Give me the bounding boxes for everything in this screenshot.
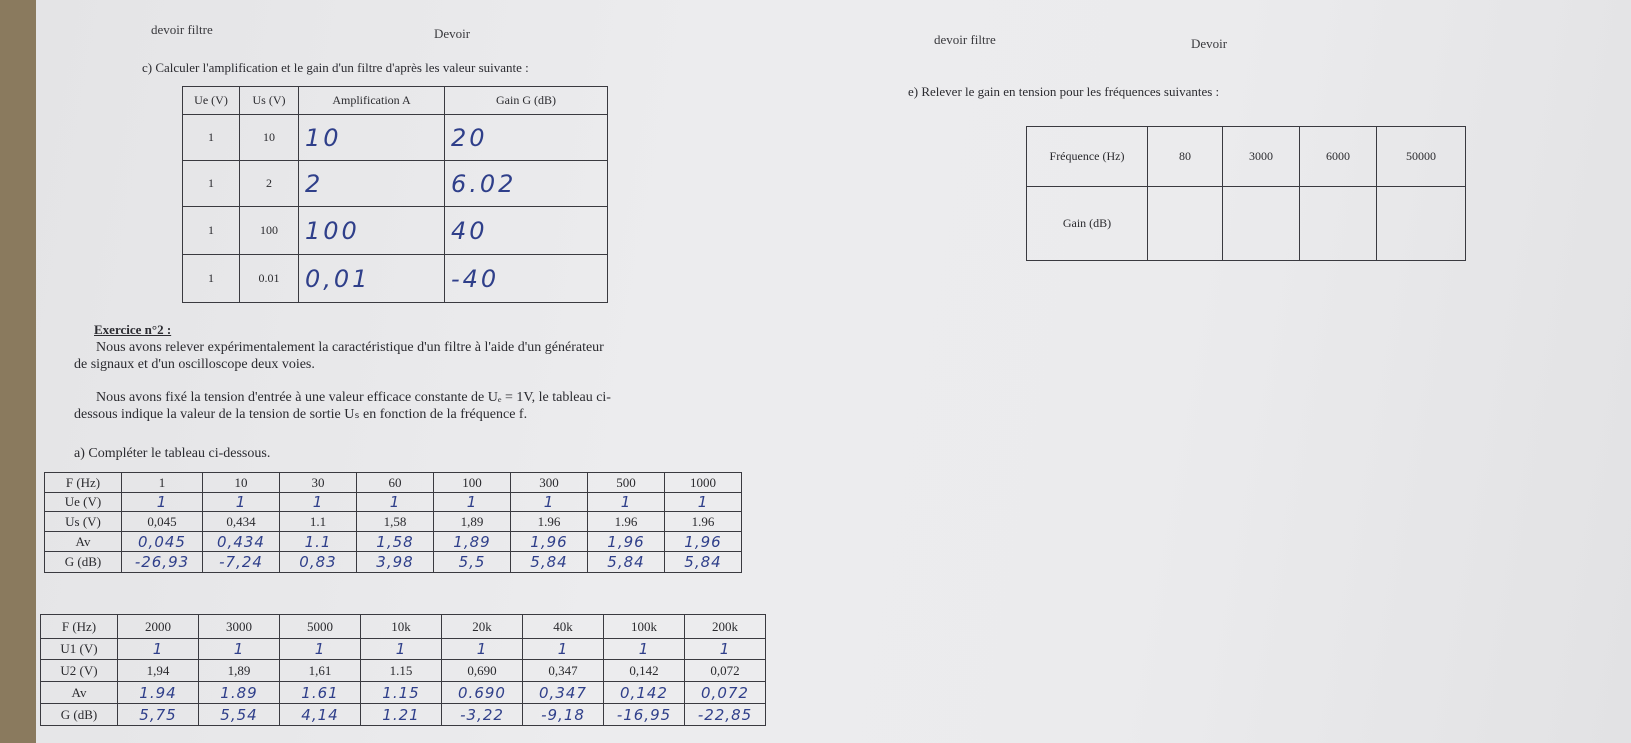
handwritten-value: 5,84 [530, 553, 568, 571]
cell-u2: 0,072 [685, 660, 766, 682]
handwritten-value: 10 [305, 123, 342, 152]
cell-av [442, 682, 523, 704]
table-row [45, 473, 742, 493]
handwritten-value: 5,5 [458, 553, 486, 571]
cell-ue [203, 493, 280, 512]
cell-av [203, 532, 280, 552]
cell-amplification [299, 161, 445, 207]
cell-us: 1.96 [511, 512, 588, 532]
cell-frequency: 50000 [1377, 127, 1466, 187]
cell-ue [665, 493, 742, 512]
exercise-paragraph: Nous avons fixé la tension d'entrée à une valeur efficace constante de Uₑ = 1V, le tableau ci- [96, 390, 611, 405]
cell-f: 30 [280, 473, 357, 493]
cell-g [361, 704, 442, 726]
handwritten-value: 1 [638, 640, 650, 658]
cell-av [122, 532, 203, 552]
table-row [183, 161, 608, 207]
cell-f: 10k [361, 615, 442, 639]
handwritten-value: 5,75 [139, 705, 177, 724]
handwritten-value: 1 [314, 640, 326, 658]
cell-av [665, 532, 742, 552]
handwritten-value: 1,96 [607, 532, 645, 551]
cell-g [442, 704, 523, 726]
handwritten-value: 1 [557, 640, 569, 658]
cell-f: 2000 [118, 615, 199, 639]
cell-us: 0.01 [240, 255, 299, 303]
col-header-ue: Ue (V) [183, 87, 240, 115]
cell-g [203, 552, 280, 573]
cell-us: 0,045 [122, 512, 203, 532]
handwritten-value: -3,22 [460, 705, 504, 724]
handwritten-value: -22,85 [697, 705, 753, 724]
cell-av [434, 532, 511, 552]
cell-frequency: 3000 [1223, 127, 1300, 187]
header-left-subject: Devoir [434, 26, 471, 41]
cell-ue: 1 [183, 161, 240, 207]
cell-av [604, 682, 685, 704]
handwritten-value: 1.21 [382, 705, 420, 724]
col-header-amplification: Amplification A [299, 87, 445, 115]
handwritten-value: 1,96 [684, 532, 722, 551]
cell-ue [434, 493, 511, 512]
cell-f: 5000 [280, 615, 361, 639]
cell-f: 500 [588, 473, 665, 493]
cell-g [685, 704, 766, 726]
row-label: F (Hz) [45, 473, 122, 493]
header-right-subject: Devoir [1191, 36, 1228, 51]
table-row [45, 532, 742, 552]
row-label: Av [41, 682, 118, 704]
row-label: U1 (V) [41, 639, 118, 660]
handwritten-value: 1 [235, 493, 247, 511]
table-header-row [183, 87, 608, 115]
cell-us: 1.96 [665, 512, 742, 532]
cell-g [280, 704, 361, 726]
cell-ue: 1 [183, 207, 240, 255]
cell-f: 1 [122, 473, 203, 493]
cell-ue: 1 [183, 255, 240, 303]
handwritten-value: 1 [312, 493, 324, 511]
handwritten-value: 1 [719, 640, 731, 658]
cell-g [199, 704, 280, 726]
cell-gain [445, 115, 608, 161]
handwritten-value: 0.690 [458, 683, 506, 702]
cell-us: 0,434 [203, 512, 280, 532]
handwritten-value: 5,54 [220, 705, 258, 724]
row-label: Av [45, 532, 122, 552]
cell-av [118, 682, 199, 704]
cell-g [511, 552, 588, 573]
frequency-row [1027, 127, 1466, 187]
handwritten-value: 20 [451, 123, 488, 152]
handwritten-value: 1 [395, 640, 407, 658]
cell-u2: 1,61 [280, 660, 361, 682]
cell-av [357, 532, 434, 552]
cell-gain-empty [1223, 187, 1300, 261]
table-row [183, 207, 608, 255]
cell-f: 20k [442, 615, 523, 639]
cell-f: 60 [357, 473, 434, 493]
cell-av [685, 682, 766, 704]
cell-av [199, 682, 280, 704]
row-label: Us (V) [45, 512, 122, 532]
cell-g [434, 552, 511, 573]
cell-u2: 0,690 [442, 660, 523, 682]
frequency-table-low [44, 472, 742, 573]
handwritten-value: 1 [466, 493, 478, 511]
row-label-frequency: Fréquence (Hz) [1027, 127, 1148, 187]
handwritten-value: 0,142 [620, 683, 668, 702]
handwritten-value: 5,84 [684, 553, 722, 571]
cell-f: 40k [523, 615, 604, 639]
handwritten-value: 1.89 [220, 683, 258, 702]
handwritten-value: -26,93 [134, 553, 190, 571]
handwritten-value: 100 [305, 216, 360, 245]
cell-u2: 1.15 [361, 660, 442, 682]
cell-f: 1000 [665, 473, 742, 493]
cell-gain [445, 207, 608, 255]
handwritten-value: 1,96 [530, 532, 568, 551]
cell-g [604, 704, 685, 726]
table-row [41, 682, 766, 704]
cell-ue [357, 493, 434, 512]
amplification-table [182, 86, 608, 303]
handwritten-value: -7,24 [219, 553, 263, 571]
cell-us: 1,89 [434, 512, 511, 532]
handwritten-value: 1 [543, 493, 555, 511]
table-row [183, 255, 608, 303]
row-label: U2 (V) [41, 660, 118, 682]
cell-us: 100 [240, 207, 299, 255]
cell-ue [122, 493, 203, 512]
handwritten-value: 1.1 [304, 532, 332, 551]
cell-u1 [118, 639, 199, 660]
cell-f: 100 [434, 473, 511, 493]
cell-us: 1,58 [357, 512, 434, 532]
cell-av [280, 682, 361, 704]
cell-f: 100k [604, 615, 685, 639]
cell-u1 [604, 639, 685, 660]
header-left-title: devoir filtre [151, 22, 213, 37]
cell-ue [588, 493, 665, 512]
exercise-paragraph: Nous avons relever expérimentalement la caractéristique d'un filtre à l'aide d'un générateur [96, 340, 604, 355]
handwritten-value: 1.61 [301, 683, 339, 702]
handwritten-value: 3,98 [376, 553, 414, 571]
cell-gain [445, 161, 608, 207]
cell-u1 [199, 639, 280, 660]
cell-f: 10 [203, 473, 280, 493]
handwritten-value: 1,89 [453, 532, 491, 551]
cell-u2: 0,142 [604, 660, 685, 682]
cell-g [280, 552, 357, 573]
row-label-gain: Gain (dB) [1027, 187, 1148, 261]
section-e-instruction: e) Relever le gain en tension pour les fréquences suivantes : [908, 84, 1220, 99]
handwritten-value: 4,14 [301, 705, 339, 724]
handwritten-value: 0,045 [138, 532, 186, 551]
table-row [41, 615, 766, 639]
handwritten-value: 1.15 [382, 683, 420, 702]
handwritten-value: 1 [156, 493, 168, 511]
cell-gain-empty [1377, 187, 1466, 261]
handwritten-value: 0,434 [217, 532, 265, 551]
cell-f: 200k [685, 615, 766, 639]
handwritten-value: 1 [476, 640, 488, 658]
handwritten-value: 0,83 [299, 553, 337, 571]
handwritten-value: 2 [305, 169, 324, 198]
exercise-title: Exercice n°2 : [94, 322, 172, 337]
cell-g [357, 552, 434, 573]
table-row [45, 552, 742, 573]
table-row [183, 115, 608, 161]
handwritten-value: 6.02 [451, 169, 517, 198]
cell-u1 [442, 639, 523, 660]
cell-gain-empty [1300, 187, 1377, 261]
handwritten-value: 1 [152, 640, 164, 658]
cell-us: 10 [240, 115, 299, 161]
handwritten-value: -40 [451, 264, 500, 293]
col-header-gain: Gain G (dB) [445, 87, 608, 115]
handwritten-value: 1 [697, 493, 709, 511]
question-a: a) Compléter le tableau ci-dessous. [74, 446, 271, 461]
cell-us: 1.1 [280, 512, 357, 532]
exercise-paragraph: dessous indique la valeur de la tension de sortie Uₛ en fonction de la fréquence f. [74, 407, 528, 422]
cell-us: 1.96 [588, 512, 665, 532]
cell-gain-empty [1148, 187, 1223, 261]
cell-ue: 1 [183, 115, 240, 161]
row-label: F (Hz) [41, 615, 118, 639]
table-row [45, 512, 742, 532]
handwritten-value: -16,95 [616, 705, 672, 724]
handwritten-value: 1,58 [376, 532, 414, 551]
cell-g [122, 552, 203, 573]
gain-row [1027, 187, 1466, 261]
row-label: Ue (V) [45, 493, 122, 512]
cell-av [523, 682, 604, 704]
cell-u2: 0,347 [523, 660, 604, 682]
handwritten-value: 5,84 [607, 553, 645, 571]
exercise-paragraph: de signaux et d'un oscilloscope deux voies. [74, 357, 315, 372]
cell-ue [280, 493, 357, 512]
cell-av [588, 532, 665, 552]
cell-av [511, 532, 588, 552]
col-header-us: Us (V) [240, 87, 299, 115]
handwritten-value: 1 [389, 493, 401, 511]
handwritten-value: 0,347 [539, 683, 587, 702]
handwritten-value: -9,18 [541, 705, 585, 724]
cell-us: 2 [240, 161, 299, 207]
table-row [41, 660, 766, 682]
cell-av [361, 682, 442, 704]
cell-u1 [523, 639, 604, 660]
cell-g [588, 552, 665, 573]
table-row [45, 493, 742, 512]
cell-f: 3000 [199, 615, 280, 639]
cell-g [118, 704, 199, 726]
cell-g [665, 552, 742, 573]
cell-g [523, 704, 604, 726]
handwritten-value: 1 [620, 493, 632, 511]
document-sheet [36, 0, 1631, 743]
section-c-instruction: c) Calculer l'amplification et le gain d'un filtre d'après les valeur suivante : [142, 60, 529, 75]
handwritten-value: 0,01 [305, 264, 371, 293]
cell-u1 [280, 639, 361, 660]
table-row [41, 639, 766, 660]
cell-amplification [299, 207, 445, 255]
frequency-gain-table [1026, 126, 1466, 261]
cell-u1 [685, 639, 766, 660]
row-label: G (dB) [41, 704, 118, 726]
header-right-title: devoir filtre [934, 32, 996, 47]
cell-u1 [361, 639, 442, 660]
handwritten-value: 0,072 [701, 683, 749, 702]
handwritten-value: 1.94 [139, 683, 177, 702]
cell-amplification [299, 115, 445, 161]
row-label: G (dB) [45, 552, 122, 573]
handwritten-value: 40 [451, 216, 488, 245]
cell-av [280, 532, 357, 552]
cell-u2: 1,89 [199, 660, 280, 682]
frequency-table-high [40, 614, 766, 726]
cell-u2: 1,94 [118, 660, 199, 682]
cell-gain [445, 255, 608, 303]
cell-frequency: 6000 [1300, 127, 1377, 187]
cell-f: 300 [511, 473, 588, 493]
table-row [41, 704, 766, 726]
handwritten-value: 1 [233, 640, 245, 658]
cell-ue [511, 493, 588, 512]
cell-frequency: 80 [1148, 127, 1223, 187]
cell-amplification [299, 255, 445, 303]
